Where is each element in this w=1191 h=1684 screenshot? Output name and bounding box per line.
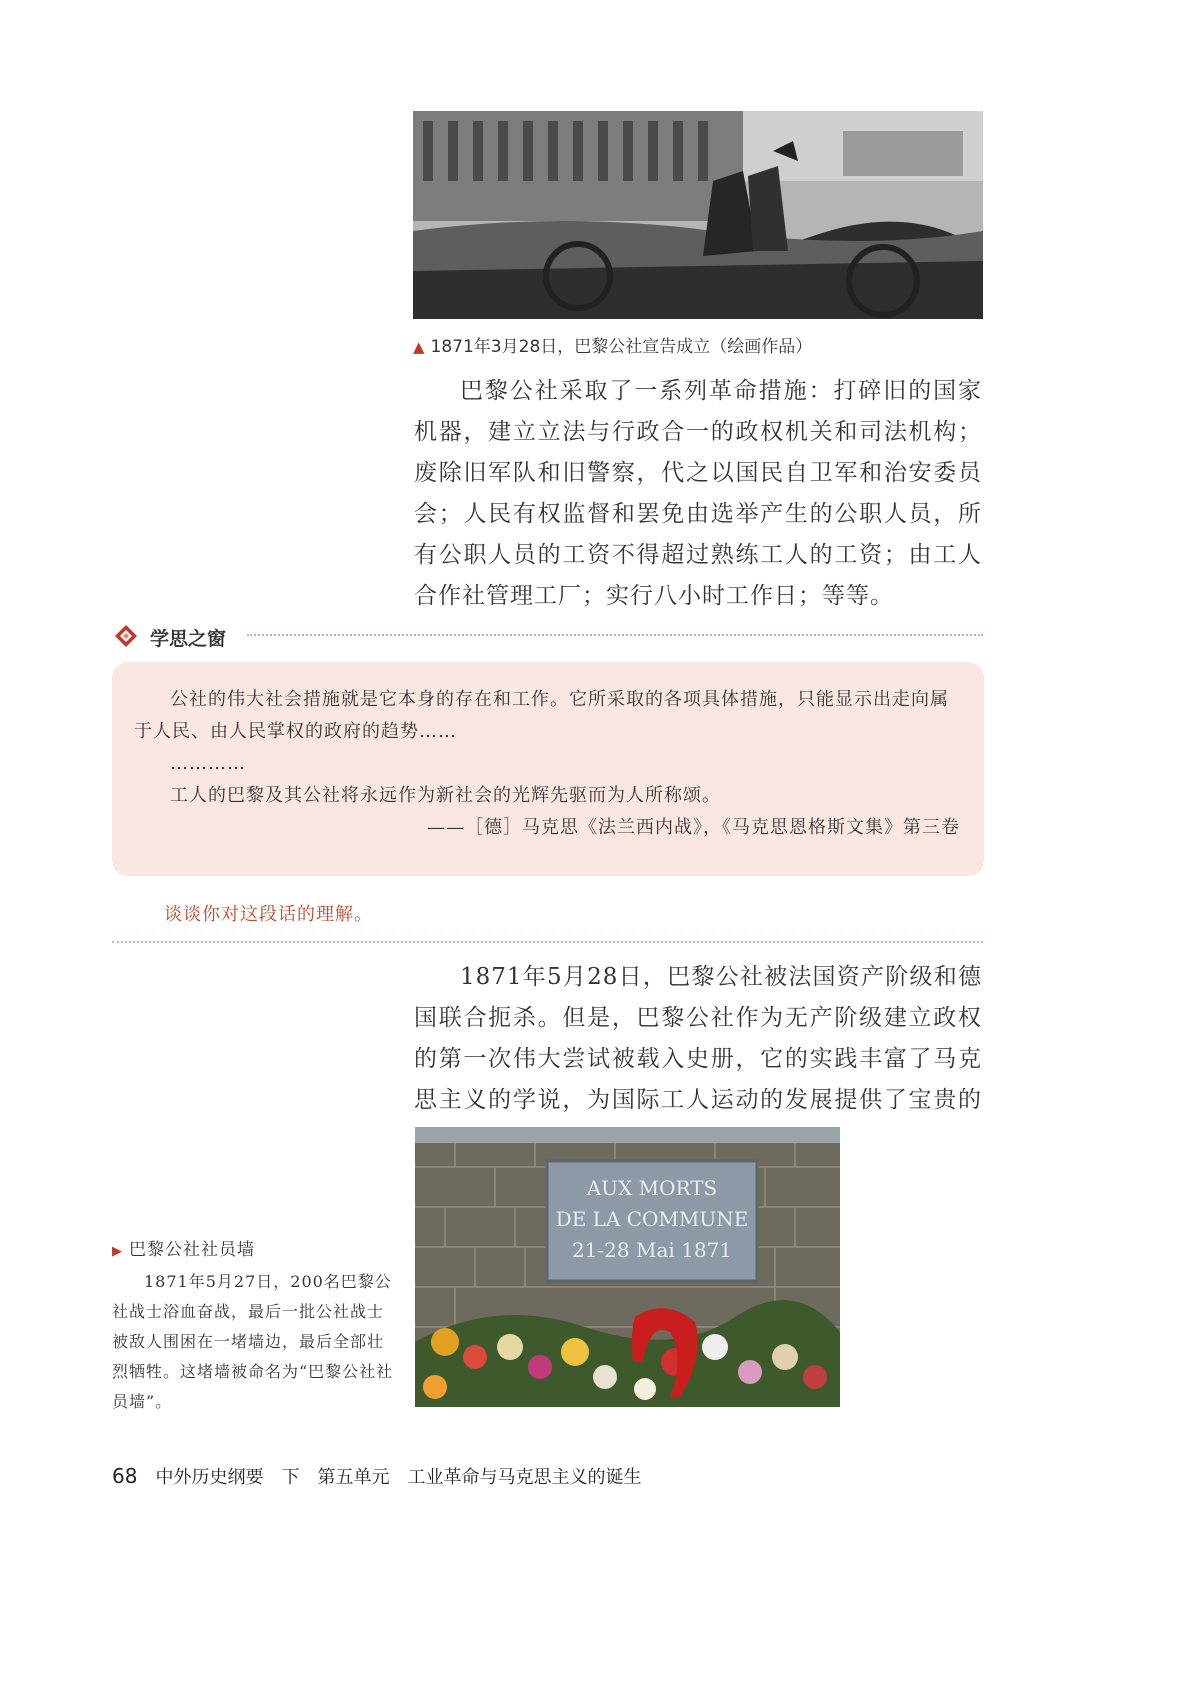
- figure1-caption-text: 1871年3月28日，巴黎公社宣告成立（绘画作品）: [430, 337, 813, 357]
- paragraph1-text: 巴黎公社采取了一系列革命措施：打碎旧的国家机器，建立立法与行政合一的政权机关和司法机构；废除旧军队和旧警察，代之以国民自卫军和治安委员会；人民有权监督和罢免由选举产生的公职人员，所有公职人员的工资不得超过熟练工人的工资；由工人合作社管理工厂；实行八小时工作日；等等。: [414, 378, 982, 609]
- study-window-icon: [114, 624, 138, 648]
- figure2-caption-title: [112, 1235, 394, 1267]
- study-window-quote-box: [112, 662, 984, 876]
- plaque-line3: 21-28 Mai 1871: [571, 1238, 733, 1262]
- figure2-caption: [112, 1235, 394, 1417]
- plaque-line2: DE LA COMMUNE: [555, 1207, 749, 1231]
- footer-text: 中外历史纲要 下 第五单元 工业革命与马克思主义的诞生: [155, 1467, 642, 1488]
- paragraph-revolution-measures: [414, 371, 982, 617]
- page-footer: [112, 1463, 641, 1489]
- triangle-right-icon: ▶: [112, 1244, 123, 1259]
- quote-text: [134, 684, 960, 844]
- page-number: 68: [112, 1464, 138, 1488]
- quote-ellipsis: …………: [170, 753, 246, 774]
- paragraph2-text: 1871年5月28日，巴黎公社被法国资产阶级和德国联合扼杀。但是，巴黎公社作为无产阶级建立政权的第一次伟大尝试被载入史册，它的实践丰富了马克思主义的学说，为国际工人运动的发展提供了宝贵的: [414, 964, 982, 1113]
- study-window-bottom-divider: [112, 941, 983, 943]
- figure2-caption-text: 1871年5月27日，200名巴黎公社战士浴血奋战，最后一批公社战士被敌人围困在一堵墙边，最后全部壮烈牺牲。这堵墙被命名为“巴黎公社社员墙”。: [112, 1272, 394, 1411]
- figure1-caption: [413, 332, 812, 357]
- communards-wall-photo: [415, 1127, 840, 1407]
- discussion-question: 谈谈你对这段话的理解。: [164, 904, 373, 925]
- quote-line1: 公社的伟大社会措施就是它本身的存在和工作。它所采取的各项具体措施，只能显示出走向属于人民、由人民掌权的政府的趋势……: [134, 689, 949, 742]
- commune-proclamation-image: [413, 111, 983, 319]
- study-window-divider: [247, 634, 983, 636]
- figure2-caption-title-text: 巴黎公社社员墙: [129, 1240, 255, 1260]
- triangle-up-icon: ▲: [413, 338, 425, 356]
- plaque-line1: AUX MORTS: [586, 1176, 718, 1200]
- study-window-title: 学思之窗: [150, 628, 227, 650]
- quote-line2: 工人的巴黎及其公社将永远作为新社会的光辉先驱而为人所称颂。: [170, 785, 721, 806]
- quote-source: ——［德］马克思《法兰西内战》，《马克思恩格斯文集》第三卷: [427, 817, 960, 838]
